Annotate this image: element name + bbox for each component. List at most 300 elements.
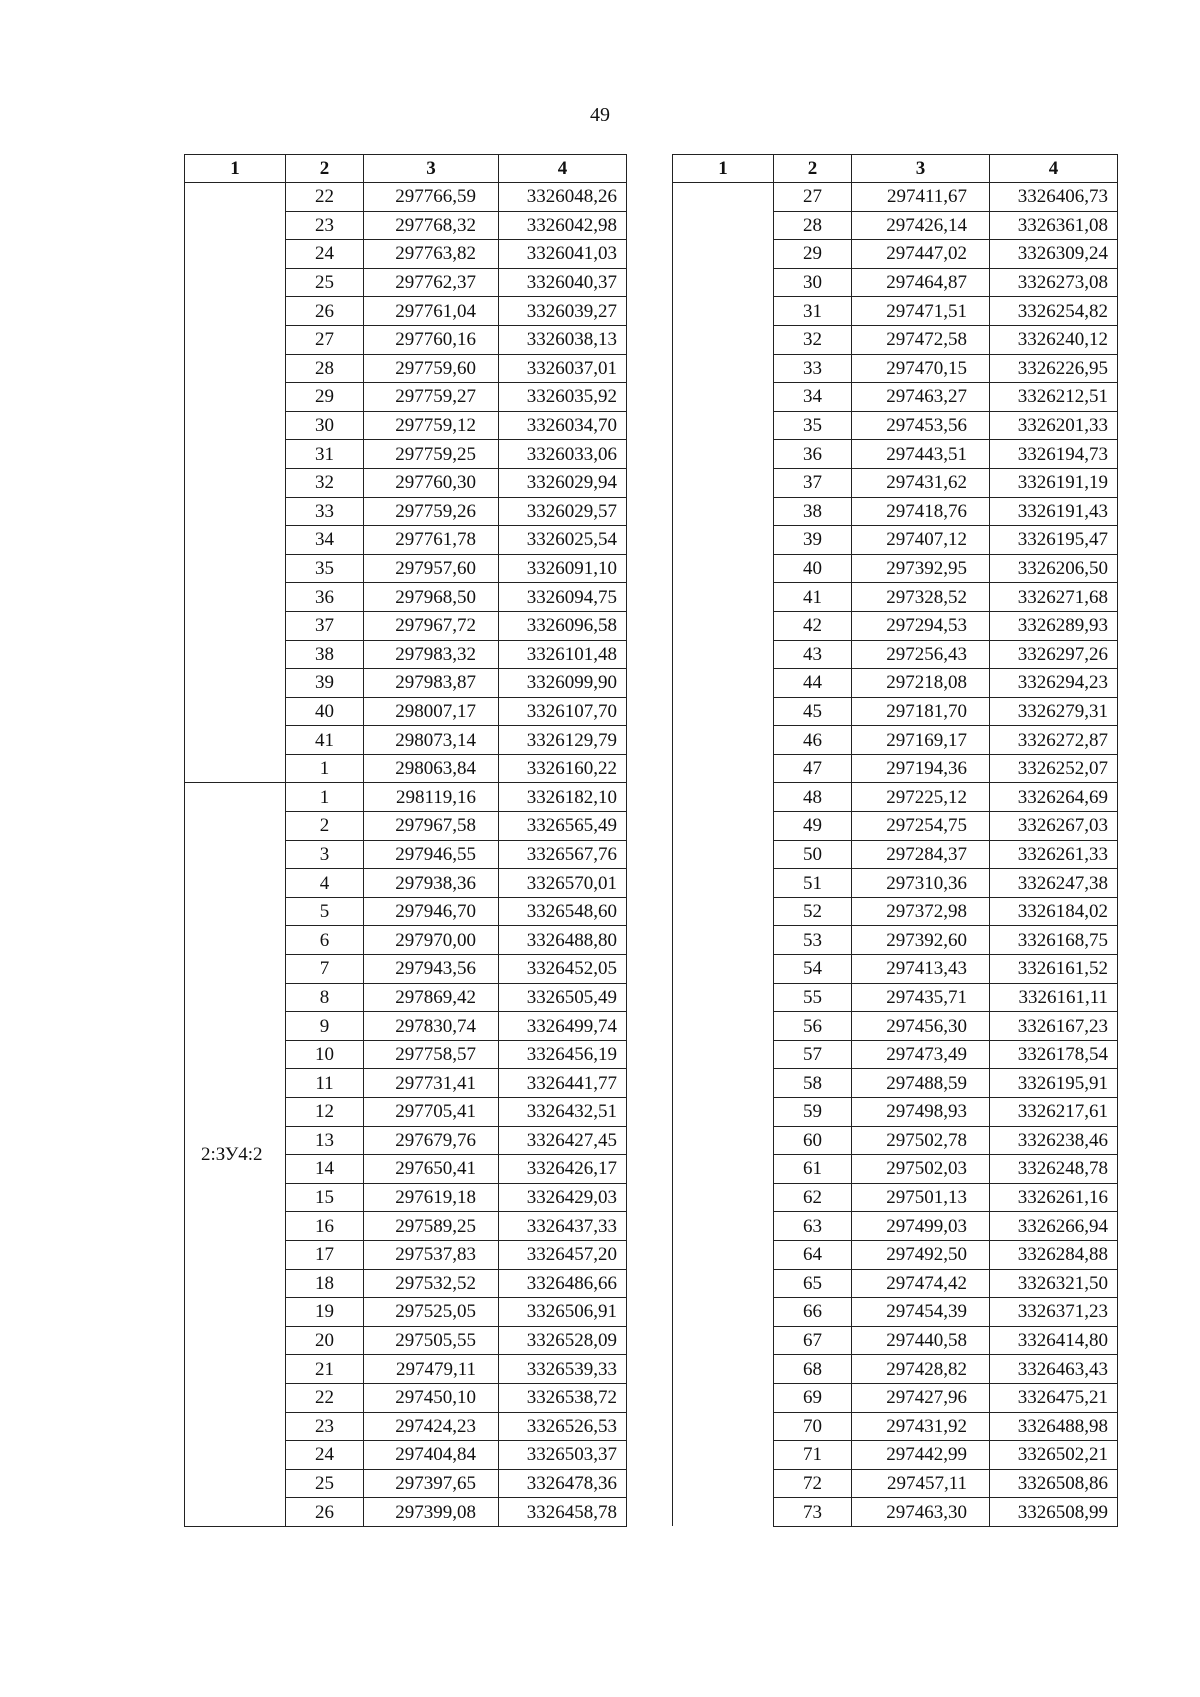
point-number: 36 [286, 583, 364, 612]
coordinate-y: 3326035,92 [499, 383, 627, 412]
point-number: 58 [774, 1069, 852, 1098]
point-number: 65 [774, 1269, 852, 1298]
coordinate-y: 3326037,01 [499, 354, 627, 383]
point-number: 40 [774, 554, 852, 583]
coordinate-x: 297768,32 [364, 211, 499, 240]
point-number: 70 [774, 1412, 852, 1441]
coordinate-y: 3326361,08 [990, 211, 1118, 240]
coordinate-x: 297938,36 [364, 869, 499, 898]
coordinate-y: 3326160,22 [499, 754, 627, 783]
coordinate-y: 3326458,78 [499, 1498, 627, 1527]
point-number: 42 [774, 611, 852, 640]
point-number: 57 [774, 1040, 852, 1069]
coordinate-y: 3326195,47 [990, 526, 1118, 555]
table-row [673, 183, 1118, 212]
coordinate-y: 3326486,66 [499, 1269, 627, 1298]
point-number: 10 [286, 1040, 364, 1069]
coordinate-y: 3326107,70 [499, 697, 627, 726]
coordinate-x: 297830,74 [364, 1012, 499, 1041]
coordinate-y: 3326195,91 [990, 1069, 1118, 1098]
point-number: 25 [286, 1469, 364, 1498]
coordinate-y: 3326033,06 [499, 440, 627, 469]
coordinate-y: 3326321,50 [990, 1269, 1118, 1298]
coordinate-x: 297256,43 [852, 640, 990, 669]
point-number: 7 [286, 955, 364, 984]
coordinate-x: 297502,78 [852, 1126, 990, 1155]
coordinate-y: 3326528,09 [499, 1326, 627, 1355]
point-number: 30 [286, 411, 364, 440]
coordinate-x: 297762,37 [364, 268, 499, 297]
coordinate-x: 297440,58 [852, 1326, 990, 1355]
point-number: 35 [774, 411, 852, 440]
coordinate-x: 297431,62 [852, 468, 990, 497]
point-number: 68 [774, 1355, 852, 1384]
coordinate-x: 297471,51 [852, 297, 990, 326]
coordinate-y: 3326247,38 [990, 869, 1118, 898]
point-number: 40 [286, 697, 364, 726]
point-number: 67 [774, 1326, 852, 1355]
point-number: 26 [286, 297, 364, 326]
coordinate-x: 297474,42 [852, 1269, 990, 1298]
table-row [185, 783, 627, 812]
point-number: 62 [774, 1183, 852, 1212]
point-number: 6 [286, 926, 364, 955]
coordinate-y: 3326538,72 [499, 1383, 627, 1412]
right-table-body [673, 183, 1118, 1527]
point-number: 13 [286, 1126, 364, 1155]
coordinate-y: 3326565,49 [499, 812, 627, 841]
point-number: 33 [774, 354, 852, 383]
point-number: 32 [286, 468, 364, 497]
coordinate-y: 3326284,88 [990, 1240, 1118, 1269]
coordinate-y: 3326261,16 [990, 1183, 1118, 1212]
point-number: 43 [774, 640, 852, 669]
coordinate-y: 3326029,57 [499, 497, 627, 526]
coordinate-x: 297450,10 [364, 1383, 499, 1412]
coordinate-y: 3326475,21 [990, 1383, 1118, 1412]
point-number: 46 [774, 726, 852, 755]
coordinate-x: 297488,59 [852, 1069, 990, 1098]
coordinate-x: 297470,15 [852, 354, 990, 383]
coordinates-table-right [672, 154, 1118, 1527]
coordinate-y: 3326252,07 [990, 754, 1118, 783]
point-number: 53 [774, 926, 852, 955]
point-number: 16 [286, 1212, 364, 1241]
coordinate-x: 297194,36 [852, 754, 990, 783]
point-number: 48 [774, 783, 852, 812]
coordinate-x: 297447,02 [852, 240, 990, 269]
coordinate-x: 298063,84 [364, 754, 499, 783]
point-number: 33 [286, 497, 364, 526]
coordinate-x: 297679,76 [364, 1126, 499, 1155]
coordinate-y: 3326266,94 [990, 1212, 1118, 1241]
coordinate-y: 3326029,94 [499, 468, 627, 497]
coordinate-x: 297328,52 [852, 583, 990, 612]
coordinate-x: 297967,72 [364, 611, 499, 640]
coordinate-x: 298073,14 [364, 726, 499, 755]
coordinate-y: 3326212,51 [990, 383, 1118, 412]
coordinate-y: 3326248,78 [990, 1155, 1118, 1184]
point-number: 12 [286, 1098, 364, 1127]
coordinate-y: 3326508,86 [990, 1469, 1118, 1498]
coordinate-x: 297442,99 [852, 1441, 990, 1470]
coordinate-y: 3326184,02 [990, 897, 1118, 926]
point-number: 18 [286, 1269, 364, 1298]
point-number: 8 [286, 983, 364, 1012]
coordinate-x: 297181,70 [852, 697, 990, 726]
coordinate-x: 297428,82 [852, 1355, 990, 1384]
coordinate-x: 297254,75 [852, 812, 990, 841]
coordinate-x: 297427,96 [852, 1383, 990, 1412]
point-number: 35 [286, 554, 364, 583]
coordinate-x: 298119,16 [364, 783, 499, 812]
coordinate-y: 3326129,79 [499, 726, 627, 755]
coordinate-x: 297457,11 [852, 1469, 990, 1498]
point-number: 56 [774, 1012, 852, 1041]
table-row [185, 183, 627, 212]
coordinate-x: 297537,83 [364, 1240, 499, 1269]
coordinate-y: 3326264,69 [990, 783, 1118, 812]
coordinate-x: 297967,58 [364, 812, 499, 841]
column-header: 3 [364, 155, 499, 183]
coordinate-x: 297619,18 [364, 1183, 499, 1212]
coordinate-x: 297392,60 [852, 926, 990, 955]
point-number: 27 [774, 183, 852, 212]
column-header: 1 [185, 155, 286, 183]
point-number: 28 [286, 354, 364, 383]
coordinate-y: 3326279,31 [990, 697, 1118, 726]
coordinate-x: 297501,13 [852, 1183, 990, 1212]
coordinate-y: 3326499,74 [499, 1012, 627, 1041]
coordinate-y: 3326526,53 [499, 1412, 627, 1441]
point-number: 51 [774, 869, 852, 898]
column-header: 2 [774, 155, 852, 183]
point-number: 37 [286, 611, 364, 640]
coordinate-x: 297404,84 [364, 1441, 499, 1470]
coordinate-x: 297705,41 [364, 1098, 499, 1127]
coordinate-x: 297532,52 [364, 1269, 499, 1298]
coordinate-x: 297453,56 [852, 411, 990, 440]
point-number: 55 [774, 983, 852, 1012]
coordinate-x: 297502,03 [852, 1155, 990, 1184]
point-number: 36 [774, 440, 852, 469]
point-number: 64 [774, 1240, 852, 1269]
point-number: 69 [774, 1383, 852, 1412]
point-number: 19 [286, 1298, 364, 1327]
parcel-label: 2:ЗУ4:2 [185, 783, 286, 1526]
coordinate-y: 3326441,77 [499, 1069, 627, 1098]
coordinate-x: 297970,00 [364, 926, 499, 955]
coordinate-y: 3326099,90 [499, 669, 627, 698]
point-number: 54 [774, 955, 852, 984]
coordinate-x: 297498,93 [852, 1098, 990, 1127]
coordinate-x: 297413,43 [852, 955, 990, 984]
point-number: 22 [286, 183, 364, 212]
coordinate-y: 3326427,45 [499, 1126, 627, 1155]
point-number: 22 [286, 1383, 364, 1412]
coordinate-y: 3326048,26 [499, 183, 627, 212]
coordinate-y: 3326429,03 [499, 1183, 627, 1212]
point-number: 25 [286, 268, 364, 297]
coordinate-y: 3326503,37 [499, 1441, 627, 1470]
coordinate-x: 297499,03 [852, 1212, 990, 1241]
point-number: 26 [286, 1498, 364, 1527]
point-number: 34 [774, 383, 852, 412]
coordinate-y: 3326041,03 [499, 240, 627, 269]
coordinate-x: 297759,25 [364, 440, 499, 469]
coordinate-x: 297463,30 [852, 1498, 990, 1527]
point-number: 52 [774, 897, 852, 926]
coordinate-y: 3326040,37 [499, 268, 627, 297]
coordinate-x: 297411,67 [852, 183, 990, 212]
point-number: 38 [774, 497, 852, 526]
coordinate-x: 297589,25 [364, 1212, 499, 1241]
coordinate-x: 297479,11 [364, 1355, 499, 1384]
coordinate-y: 3326094,75 [499, 583, 627, 612]
coordinate-x: 297218,08 [852, 669, 990, 698]
coordinate-y: 3326042,98 [499, 211, 627, 240]
point-number: 34 [286, 526, 364, 555]
coordinate-y: 3326273,08 [990, 268, 1118, 297]
coordinate-x: 297407,12 [852, 526, 990, 555]
point-number: 1 [286, 754, 364, 783]
coordinate-y: 3326101,48 [499, 640, 627, 669]
coordinate-y: 3326168,75 [990, 926, 1118, 955]
point-number: 24 [286, 1441, 364, 1470]
coordinate-x: 297766,59 [364, 183, 499, 212]
parcel-label [673, 183, 774, 1527]
coordinate-y: 3326548,60 [499, 897, 627, 926]
point-number: 11 [286, 1069, 364, 1098]
coordinate-y: 3326038,13 [499, 325, 627, 354]
coordinate-y: 3326182,10 [499, 783, 627, 812]
point-number: 23 [286, 211, 364, 240]
point-number: 30 [774, 268, 852, 297]
header-row [673, 155, 1118, 183]
coordinate-x: 297760,16 [364, 325, 499, 354]
coordinate-y: 3326091,10 [499, 554, 627, 583]
coordinate-x: 297869,42 [364, 983, 499, 1012]
point-number: 37 [774, 468, 852, 497]
coordinate-x: 297435,71 [852, 983, 990, 1012]
coordinate-x: 297426,14 [852, 211, 990, 240]
point-number: 41 [774, 583, 852, 612]
coordinate-x: 297763,82 [364, 240, 499, 269]
point-number: 32 [774, 325, 852, 354]
coordinate-x: 297761,78 [364, 526, 499, 555]
coordinate-y: 3326025,54 [499, 526, 627, 555]
point-number: 4 [286, 869, 364, 898]
point-number: 27 [286, 325, 364, 354]
coordinate-y: 3326488,80 [499, 926, 627, 955]
coordinate-x: 297472,58 [852, 325, 990, 354]
coordinate-y: 3326414,80 [990, 1326, 1118, 1355]
coordinate-y: 3326161,52 [990, 955, 1118, 984]
coordinate-y: 3326240,12 [990, 325, 1118, 354]
point-number: 38 [286, 640, 364, 669]
point-number: 20 [286, 1326, 364, 1355]
coordinate-y: 3326238,46 [990, 1126, 1118, 1155]
point-number: 2 [286, 812, 364, 841]
coordinate-x: 297392,95 [852, 554, 990, 583]
column-header: 3 [852, 155, 990, 183]
point-number: 14 [286, 1155, 364, 1184]
coordinate-x: 297372,98 [852, 897, 990, 926]
coordinate-y: 3326271,68 [990, 583, 1118, 612]
coordinate-y: 3326437,33 [499, 1212, 627, 1241]
coordinate-x: 297759,26 [364, 497, 499, 526]
coordinate-y: 3326226,95 [990, 354, 1118, 383]
coordinate-x: 297284,37 [852, 840, 990, 869]
coordinate-x: 297399,08 [364, 1498, 499, 1527]
coordinate-y: 3326289,93 [990, 611, 1118, 640]
coordinate-x: 297424,23 [364, 1412, 499, 1441]
page-number: 49 [590, 104, 610, 126]
point-number: 61 [774, 1155, 852, 1184]
coordinate-y: 3326371,23 [990, 1298, 1118, 1327]
coordinate-x: 297650,41 [364, 1155, 499, 1184]
coordinate-x: 298007,17 [364, 697, 499, 726]
coordinate-x: 297397,65 [364, 1469, 499, 1498]
point-number: 73 [774, 1498, 852, 1527]
coordinate-x: 297761,04 [364, 297, 499, 326]
point-number: 31 [286, 440, 364, 469]
coordinate-x: 297505,55 [364, 1326, 499, 1355]
coordinate-y: 3326570,01 [499, 869, 627, 898]
point-number: 1 [286, 783, 364, 812]
coordinate-y: 3326508,99 [990, 1498, 1118, 1527]
column-header: 2 [286, 155, 364, 183]
column-header: 4 [499, 155, 627, 183]
point-number: 72 [774, 1469, 852, 1498]
coordinate-y: 3326201,33 [990, 411, 1118, 440]
point-number: 17 [286, 1240, 364, 1269]
coordinate-y: 3326272,87 [990, 726, 1118, 755]
coordinate-y: 3326567,76 [499, 840, 627, 869]
left-table-body [185, 183, 627, 1527]
coordinate-x: 297463,27 [852, 383, 990, 412]
point-number: 39 [286, 669, 364, 698]
coordinate-x: 297443,51 [852, 440, 990, 469]
coordinate-y: 3326261,33 [990, 840, 1118, 869]
coordinate-x: 297758,57 [364, 1040, 499, 1069]
point-number: 60 [774, 1126, 852, 1155]
coordinate-y: 3326217,61 [990, 1098, 1118, 1127]
coordinate-y: 3326452,05 [499, 955, 627, 984]
parcel-label [185, 183, 286, 783]
point-number: 71 [774, 1441, 852, 1470]
header-row [185, 155, 627, 183]
coordinate-x: 297492,50 [852, 1240, 990, 1269]
coordinate-y: 3326488,98 [990, 1412, 1118, 1441]
point-number: 3 [286, 840, 364, 869]
coordinate-y: 3326191,19 [990, 468, 1118, 497]
point-number: 47 [774, 754, 852, 783]
coordinate-x: 297454,39 [852, 1298, 990, 1327]
point-number: 66 [774, 1298, 852, 1327]
coordinate-y: 3326297,26 [990, 640, 1118, 669]
coordinates-table-left [184, 154, 627, 1527]
coordinate-y: 3326478,36 [499, 1469, 627, 1498]
coordinate-y: 3326191,43 [990, 497, 1118, 526]
point-number: 45 [774, 697, 852, 726]
coordinate-y: 3326034,70 [499, 411, 627, 440]
coordinate-x: 297983,32 [364, 640, 499, 669]
coordinate-y: 3326432,51 [499, 1098, 627, 1127]
coordinate-y: 3326194,73 [990, 440, 1118, 469]
coordinate-y: 3326506,91 [499, 1298, 627, 1327]
coordinate-y: 3326456,19 [499, 1040, 627, 1069]
coordinate-y: 3326463,43 [990, 1355, 1118, 1384]
coordinate-x: 297946,55 [364, 840, 499, 869]
coordinate-x: 297731,41 [364, 1069, 499, 1098]
coordinate-y: 3326254,82 [990, 297, 1118, 326]
coordinate-y: 3326267,03 [990, 812, 1118, 841]
coordinate-x: 297169,17 [852, 726, 990, 755]
coordinate-x: 297473,49 [852, 1040, 990, 1069]
coordinate-x: 297968,50 [364, 583, 499, 612]
point-number: 39 [774, 526, 852, 555]
coordinate-x: 297760,30 [364, 468, 499, 497]
coordinate-y: 3326457,20 [499, 1240, 627, 1269]
coordinate-y: 3326505,49 [499, 983, 627, 1012]
coordinate-x: 297431,92 [852, 1412, 990, 1441]
coordinate-y: 3326539,33 [499, 1355, 627, 1384]
column-header: 4 [990, 155, 1118, 183]
point-number: 29 [286, 383, 364, 412]
coordinate-x: 297418,76 [852, 497, 990, 526]
point-number: 49 [774, 812, 852, 841]
coordinate-x: 297456,30 [852, 1012, 990, 1041]
point-number: 50 [774, 840, 852, 869]
coordinate-x: 297957,60 [364, 554, 499, 583]
coordinate-y: 3326502,21 [990, 1441, 1118, 1470]
coordinate-x: 297294,53 [852, 611, 990, 640]
coordinate-y: 3326167,23 [990, 1012, 1118, 1041]
coordinate-x: 297983,87 [364, 669, 499, 698]
point-number: 29 [774, 240, 852, 269]
point-number: 21 [286, 1355, 364, 1384]
point-number: 28 [774, 211, 852, 240]
point-number: 31 [774, 297, 852, 326]
coordinate-x: 297946,70 [364, 897, 499, 926]
point-number: 63 [774, 1212, 852, 1241]
point-number: 5 [286, 897, 364, 926]
coordinate-x: 297310,36 [852, 869, 990, 898]
coordinate-y: 3326294,23 [990, 669, 1118, 698]
coordinate-x: 297943,56 [364, 955, 499, 984]
coordinate-y: 3326039,27 [499, 297, 627, 326]
coordinate-x: 297759,27 [364, 383, 499, 412]
point-number: 41 [286, 726, 364, 755]
coordinate-y: 3326309,24 [990, 240, 1118, 269]
column-header: 1 [673, 155, 774, 183]
coordinate-x: 297759,60 [364, 354, 499, 383]
point-number: 15 [286, 1183, 364, 1212]
point-number: 23 [286, 1412, 364, 1441]
coordinate-x: 297525,05 [364, 1298, 499, 1327]
coordinate-y: 3326206,50 [990, 554, 1118, 583]
coordinate-x: 297759,12 [364, 411, 499, 440]
coordinate-y: 3326161,11 [990, 983, 1118, 1012]
coordinate-y: 3326426,17 [499, 1155, 627, 1184]
coordinate-x: 297464,87 [852, 268, 990, 297]
coordinate-y: 3326096,58 [499, 611, 627, 640]
coordinate-y: 3326178,54 [990, 1040, 1118, 1069]
coordinate-y: 3326406,73 [990, 183, 1118, 212]
point-number: 9 [286, 1012, 364, 1041]
point-number: 44 [774, 669, 852, 698]
